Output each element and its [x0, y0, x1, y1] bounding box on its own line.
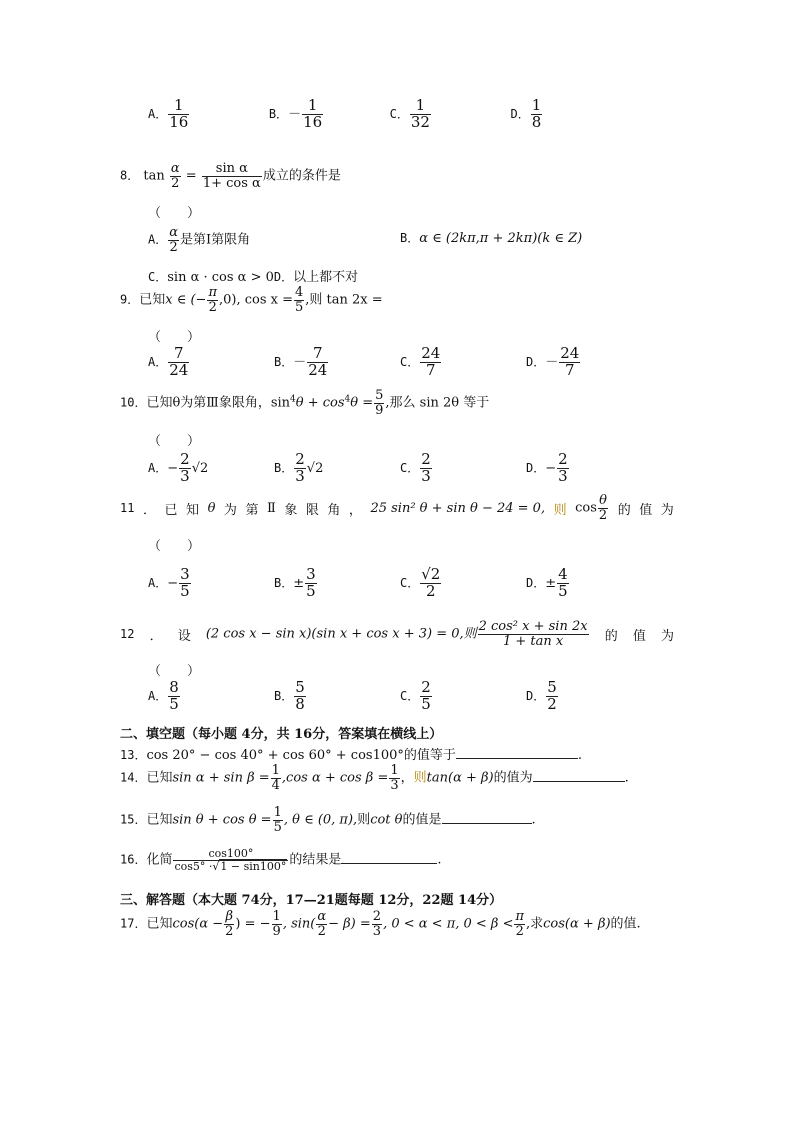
q9-stem: 9．已知x ∈ (− $\frac{\pi}{2}$ ,0), cos x = $\frac{4}{5}$ ,则 tan 2x = [120, 285, 383, 315]
q12-option-a: A． $\frac{8}{5}$ [148, 678, 179, 713]
q10-option-d: D．− $\frac{2}{3}$ [526, 450, 568, 485]
q13: 13．cos 20° − cos 40° + cos 60° + cos100°的值等于 . [120, 744, 582, 763]
fraction: $\frac{3}{5}$ [306, 565, 316, 600]
fraction: $\frac{1}{16}$ [303, 96, 323, 131]
fraction: $\frac{7}{24}$ [169, 344, 189, 379]
fraction: $\frac{1}{16}$ [169, 96, 189, 131]
fraction: $\frac{\pi}{2}$ [208, 285, 217, 315]
fraction: $\frac{5}{9}$ [375, 388, 384, 418]
q11-option-c: C． $\frac{√2}{2}$ [400, 565, 441, 600]
fraction: $\frac{2}{5}$ [421, 678, 431, 713]
fraction: $\frac{\theta}{2}$ [598, 493, 608, 523]
fraction: $\frac{1}{3}$ [390, 763, 399, 793]
answer-blank[interactable] [442, 810, 532, 824]
q9-option-c: C． $\frac{24}{7}$ [400, 344, 441, 379]
q7-options [148, 98, 708, 131]
q10-stem: 10．已知θ为第Ⅲ象限角，$\sin^4\theta + \cos^4\theta$ = $\frac{5}{9}$ ,那么 sin 2θ 等于 [120, 388, 490, 418]
fraction: $\frac{1}{4}$ [271, 763, 280, 793]
q12-option-b: B． $\frac{5}{8}$ [274, 678, 305, 713]
q12-option-c: C． $\frac{2}{5}$ [400, 678, 431, 713]
q9-option-a: A． $\frac{7}{24}$ [148, 344, 189, 379]
fraction: $\frac{7}{24}$ [308, 344, 328, 379]
fraction: $\frac{2}{3}$ [372, 909, 382, 939]
q11-option-b: B．± $\frac{3}{5}$ [274, 565, 316, 600]
q10-option-c: C． $\frac{2}{3}$ [400, 450, 431, 485]
fraction: $\frac{5}{2}$ [547, 678, 557, 713]
fraction: $\frac{2}{3}$ [558, 450, 568, 485]
q7-option-a: A． $\frac{1}{16}$ [148, 96, 189, 131]
fraction: $\frac{1}{8}$ [531, 96, 542, 131]
fraction: $\frac{24}{7}$ [421, 344, 441, 379]
fraction: $\frac{2}{3}$ [295, 450, 305, 485]
answer-blank[interactable] [341, 850, 437, 864]
q8-option-cd: C．sin α · cos α > 0D．以上都不对 [148, 270, 359, 285]
fraction: $\frac{1}{5}$ [273, 805, 282, 835]
q17: 17．已知cos(α − $\frac{\beta}{2}$ ) = − $\frac{1}{9}$ , sin( $\frac{\alpha}{2}$ − β) = $\frac{2}{3}$ , 0 < α < π, 0 < β < $\frac{\pi}{2}$ ,求cos(α + β)的值. [120, 909, 641, 939]
q12-stem: 12 ． 设 (2 cos x − sin x)(sin x + cos x + 3) = 0,则 $\frac{\text{2 cos² x + sin 2x}}{\text{1 + tan x}}$ 的 值 为 [120, 619, 674, 649]
q10-options [148, 452, 606, 485]
fraction: $\frac{1}{9}$ [272, 909, 281, 939]
fraction: $\frac{\pi}{2}$ [515, 909, 525, 939]
fraction: $\frac{\beta}{2}$ [225, 909, 234, 939]
fraction: $\frac{\text{2 cos² x + sin 2x}}{\text{1 + tan x}}$ [478, 619, 588, 649]
fraction: $\frac{\alpha}{2}$ [170, 161, 180, 191]
answer-blank[interactable] [533, 768, 625, 782]
fraction: $\frac{\alpha}{2}$ [169, 225, 179, 255]
q16: 16．化简 $\frac{\cos 100^\circ}{\cos 5^\circ \cdot√1 - \sin 100^\circ}$ 的结果是 . [120, 847, 442, 873]
q8-option-a: A． $\frac{\alpha}{2}$ 是第Ⅰ第限角 [148, 225, 251, 255]
fraction: $\frac{4}{5}$ [295, 285, 304, 315]
q9-paren: （ ） [148, 330, 201, 345]
fraction: $\frac{\alpha}{2}$ [317, 909, 327, 939]
fraction: $\frac{3}{5}$ [180, 565, 190, 600]
q9-options [148, 346, 606, 379]
q14: 14．已知sin α + sin β = $\frac{1}{4}$ ,cos α + cos β = $\frac{1}{3}$ ，则tan(α + β)的值为 . [120, 763, 629, 793]
fraction: $\frac{8}{5}$ [169, 678, 179, 713]
q11-options [148, 567, 606, 600]
q10-option-b: B． $\frac{2}{3}$ √2 [274, 450, 324, 485]
q9-option-b: B．－ $\frac{7}{24}$ [274, 344, 328, 379]
q11-paren: （ ） [148, 539, 201, 554]
fraction: $\frac{\text{sin α}}{\text{1+ cos α}}$ [202, 161, 261, 191]
q9-option-d: D．－ $\frac{24}{7}$ [526, 344, 580, 379]
fraction: $\frac{√2}{2}$ [421, 565, 441, 600]
q7-option-d: D． $\frac{1}{8}$ [510, 96, 542, 131]
q11-stem: 11 ． 已 知 θ 为 第 Ⅱ 象 限 角 ， 25 sin² θ + sin θ − 24 = 0, 则 cos $\frac{\theta}{2}$ 的 值 为 [120, 493, 674, 523]
q12-option-d: D． $\frac{5}{2}$ [526, 678, 557, 713]
q7-option-c: C． $\frac{1}{32}$ [389, 96, 430, 131]
q7-option-b: B．－ $\frac{1}{16}$ [268, 96, 323, 131]
q11-option-d: D．± $\frac{4}{5}$ [526, 565, 568, 600]
q11-option-a: A．− $\frac{3}{5}$ [148, 565, 190, 600]
fraction: $\frac{1}{32}$ [410, 96, 430, 131]
q12-paren: （ ） [148, 664, 201, 679]
section-title-solutions: 三、解答题（本大题 74分，17—21题每题 12分，22题 14分） [120, 893, 503, 908]
fraction: $\frac{24}{7}$ [560, 344, 580, 379]
answer-blank[interactable] [456, 745, 578, 759]
fraction: $\frac{2}{3}$ [180, 450, 190, 485]
fraction: $\frac{5}{8}$ [295, 678, 305, 713]
q10-paren: （ ） [148, 434, 201, 449]
q12-options [148, 680, 606, 713]
section-title-fill-in: 二、填空题（每小题 4分，共 16分，答案填在横线上） [120, 727, 443, 742]
q8-stem: 8． tan $\frac{\alpha}{2}$ = $\frac{\text{sin α}}{\text{1+ cos α}}$ 成立的条件是 [120, 161, 341, 191]
fraction: $\frac{4}{5}$ [558, 565, 568, 600]
fraction: $\frac{\cos 100^\circ}{\cos 5^\circ \cdot√1 - \sin 100^\circ}$ [174, 847, 287, 873]
q8-paren: （ ） [148, 206, 201, 221]
q10-option-a: A．− $\frac{2}{3}$ √2 [148, 450, 209, 485]
q15: 15．已知sin θ + cos θ = $\frac{1}{5}$ , θ ∈ (0, π),则cot θ的值是 . [120, 805, 536, 835]
q8-option-b: B．α ∈ (2kπ,π + 2kπ)(k ∈ Z) [400, 231, 583, 246]
fraction: $\frac{2}{3}$ [421, 450, 431, 485]
